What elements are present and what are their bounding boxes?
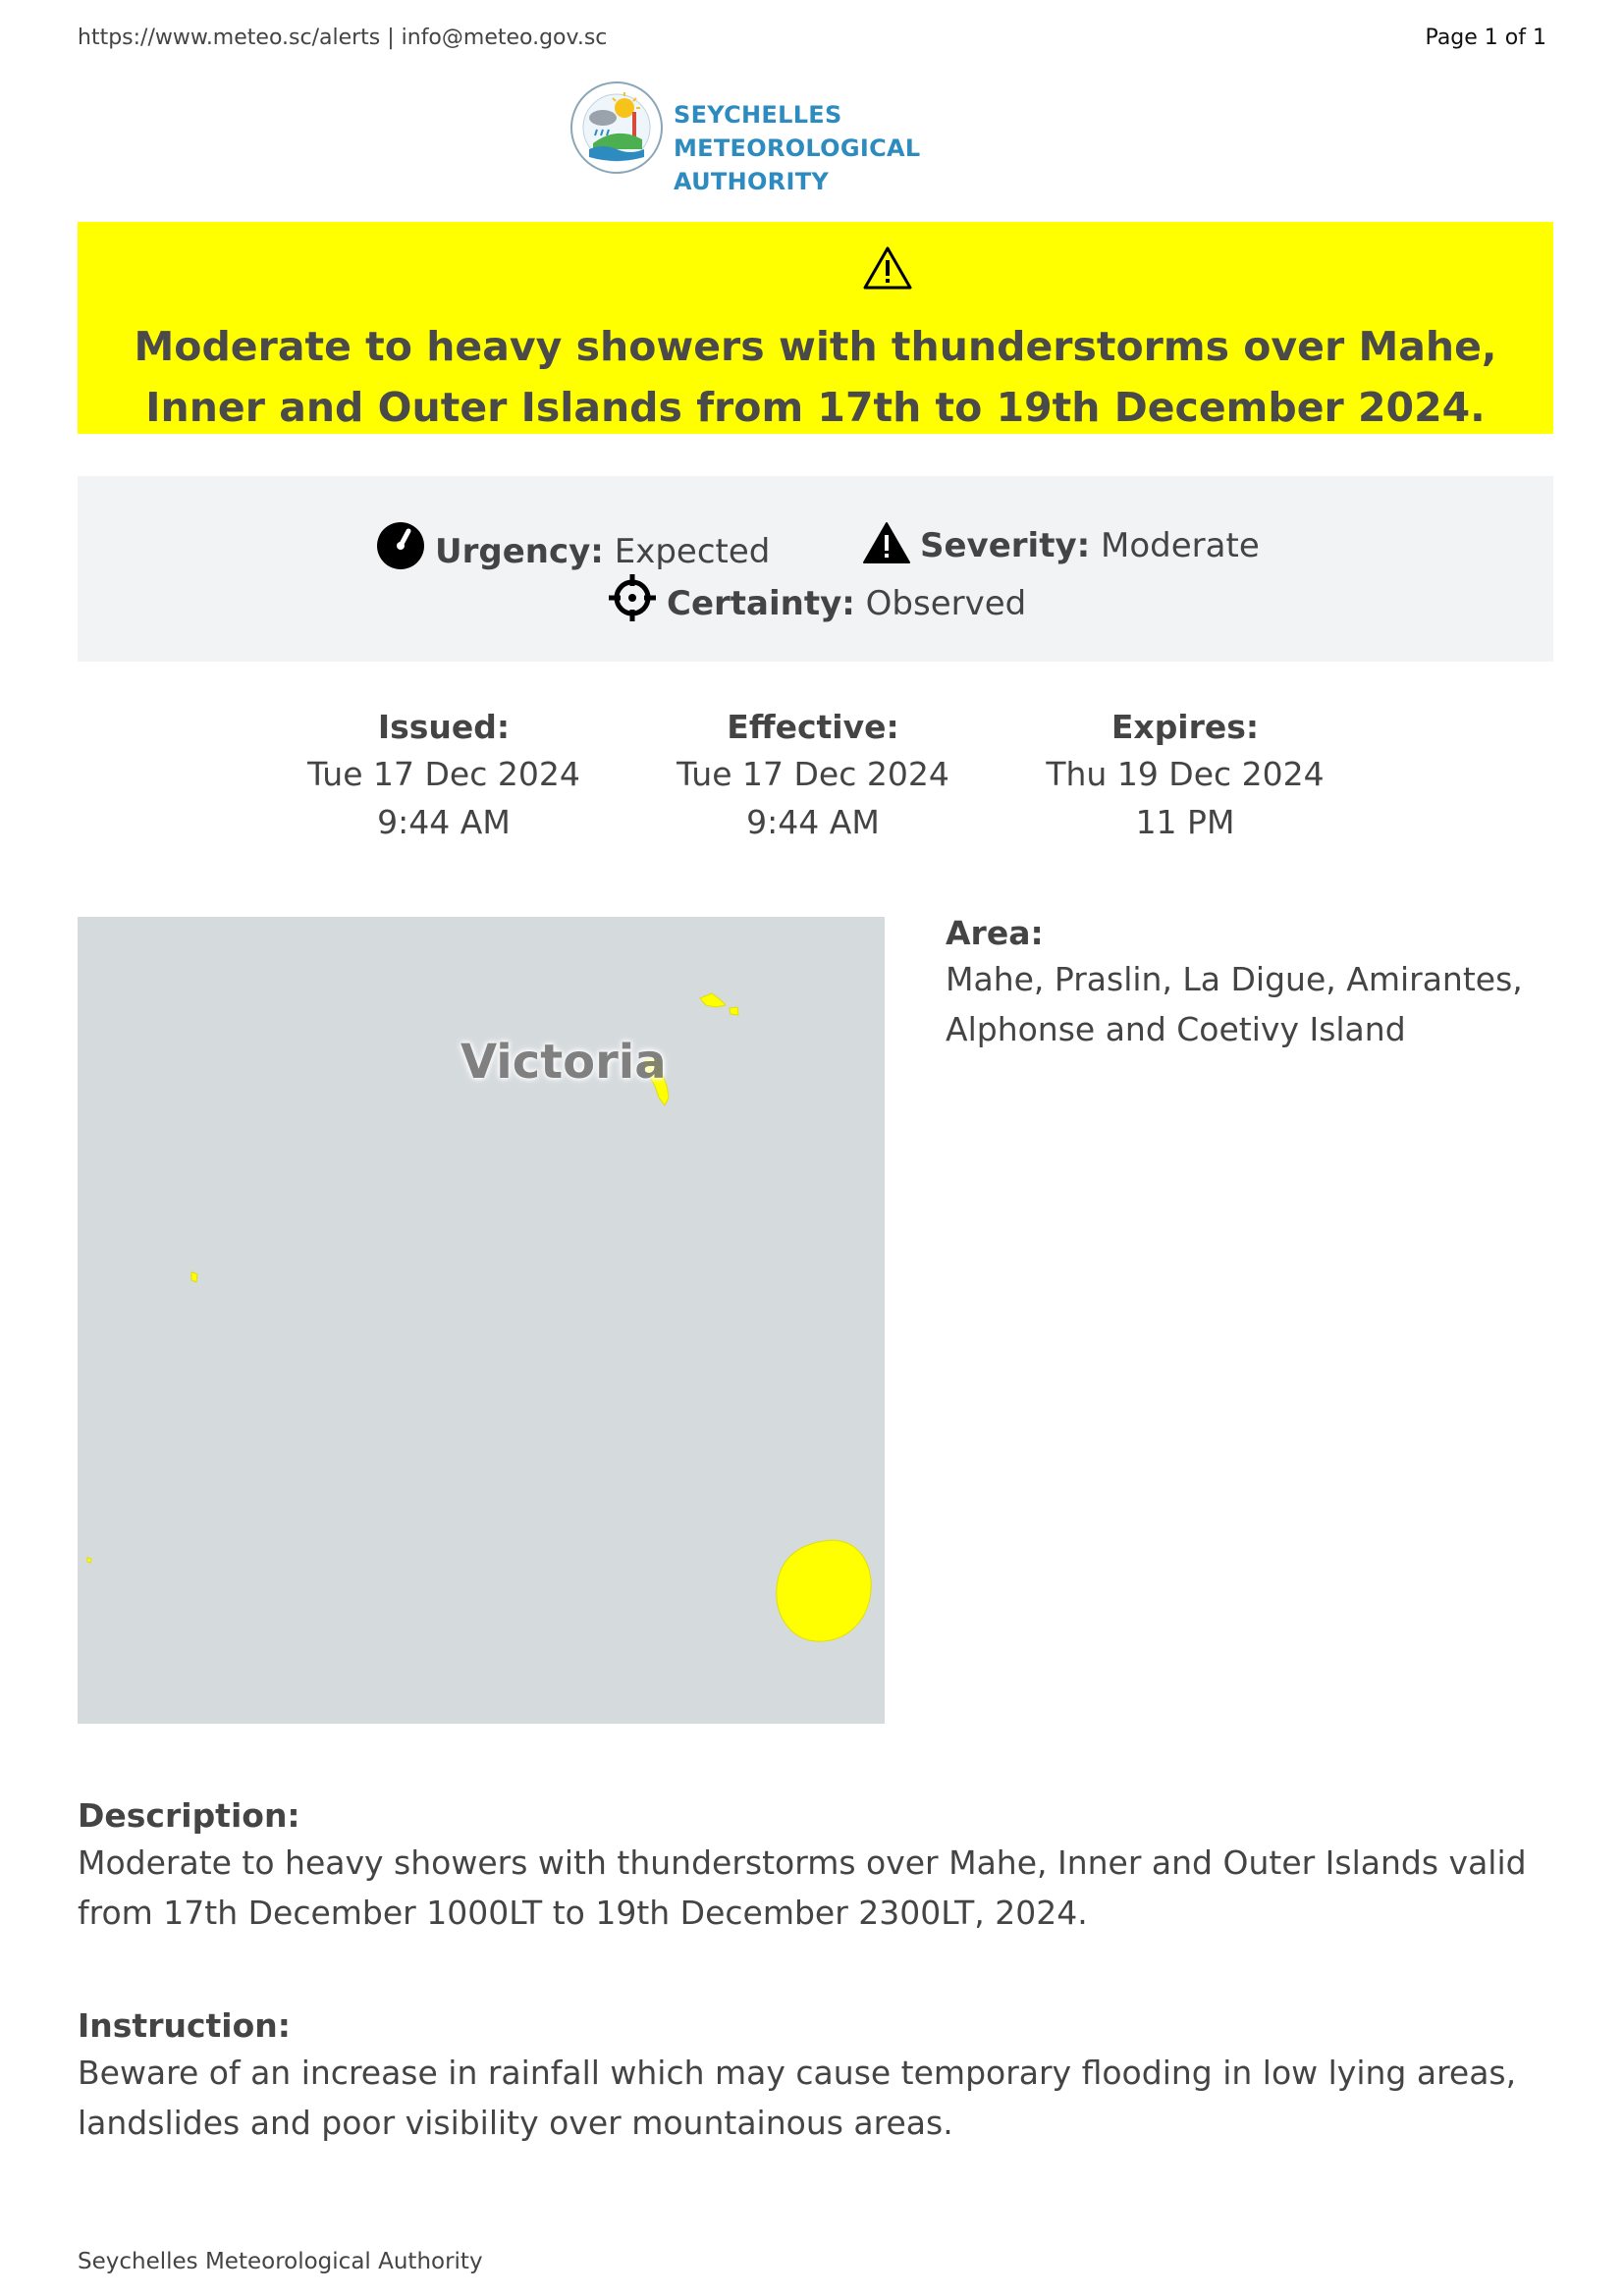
sma-logo [568,79,1078,195]
description-block [78,1794,1553,1938]
crosshair-target-icon [608,573,657,622]
alert-meta-panel [78,476,1553,662]
certainty-label: Certainty: [667,584,855,623]
severity-warning-icon [863,521,910,564]
warning-triangle-icon [862,245,913,291]
map-island-small-2 [87,1558,91,1563]
expires-label: Expires: [1110,708,1260,746]
map-island-small-1 [191,1272,197,1282]
instruction-value: Beware of an increase in rainfall which may cause temporary flooding in low lying areas, landslides and poor visibility over mountainous areas. [78,2054,1517,2142]
effective-date: Tue 17 Dec 2024 [677,755,949,793]
issued-time: 9:44 AM [377,803,511,841]
issued-date: Tue 17 Dec 2024 [307,755,580,793]
instruction-label: Instruction: [78,2006,291,2045]
sma-logo-emblem-icon [568,79,666,177]
effective-time: 9:44 AM [746,803,880,841]
area-value: Mahe, Praslin, La Digue, Amirantes, Alphonse and Coetivy Island [946,960,1523,1048]
certainty-value: Observed [865,584,1027,623]
header-url-contact[interactable]: https://www.meteo.sc/alerts | info@meteo.gov.sc [78,26,608,50]
urgency-label: Urgency: [435,532,604,571]
effective-label: Effective: [727,708,899,746]
description-value: Moderate to heavy showers with thunderstorms over Mahe, Inner and Outer Islands valid from 17th December 1000LT to 19th December 2300LT, 2024. [78,1843,1527,1932]
map-island-coetivy [777,1540,871,1641]
urgency-row [376,521,770,571]
logo-line-1: SEYCHELLES METEOROLOGICAL [674,101,921,162]
urgency-value: Expected [614,532,771,571]
description-label: Description: [78,1796,300,1835]
effective-block [651,705,975,846]
expires-date: Thu 19 Dec 2024 [1046,755,1325,793]
alert-area-map [78,917,885,1724]
expires-time: 11 PM [1135,803,1235,841]
map-island-la-digue [730,1007,738,1015]
severity-label: Severity: [920,526,1091,565]
area-block [946,913,1554,1054]
alert-banner [78,222,1553,434]
area-label: Area: [946,914,1044,952]
map-island-praslin [700,993,726,1007]
page-number: Page 1 of 1 [1425,26,1546,50]
logo-line-2: AUTHORITY [674,168,830,195]
issued-label: Issued: [377,708,511,746]
severity-value: Moderate [1101,526,1260,565]
clock-gauge-icon [376,521,425,570]
instruction-block [78,2004,1553,2148]
map-place-label: Victoria [460,1035,667,1090]
alert-title: Moderate to heavy showers with thunderstorms over Mahe, Inner and Outer Islands from 17th to 19th December 2024. [134,323,1497,431]
expires-block [1023,705,1347,846]
severity-row [863,521,1260,565]
footer-org: Seychelles Meteorological Authority [78,2249,483,2274]
issued-block [282,705,606,846]
certainty-row [608,573,1026,623]
